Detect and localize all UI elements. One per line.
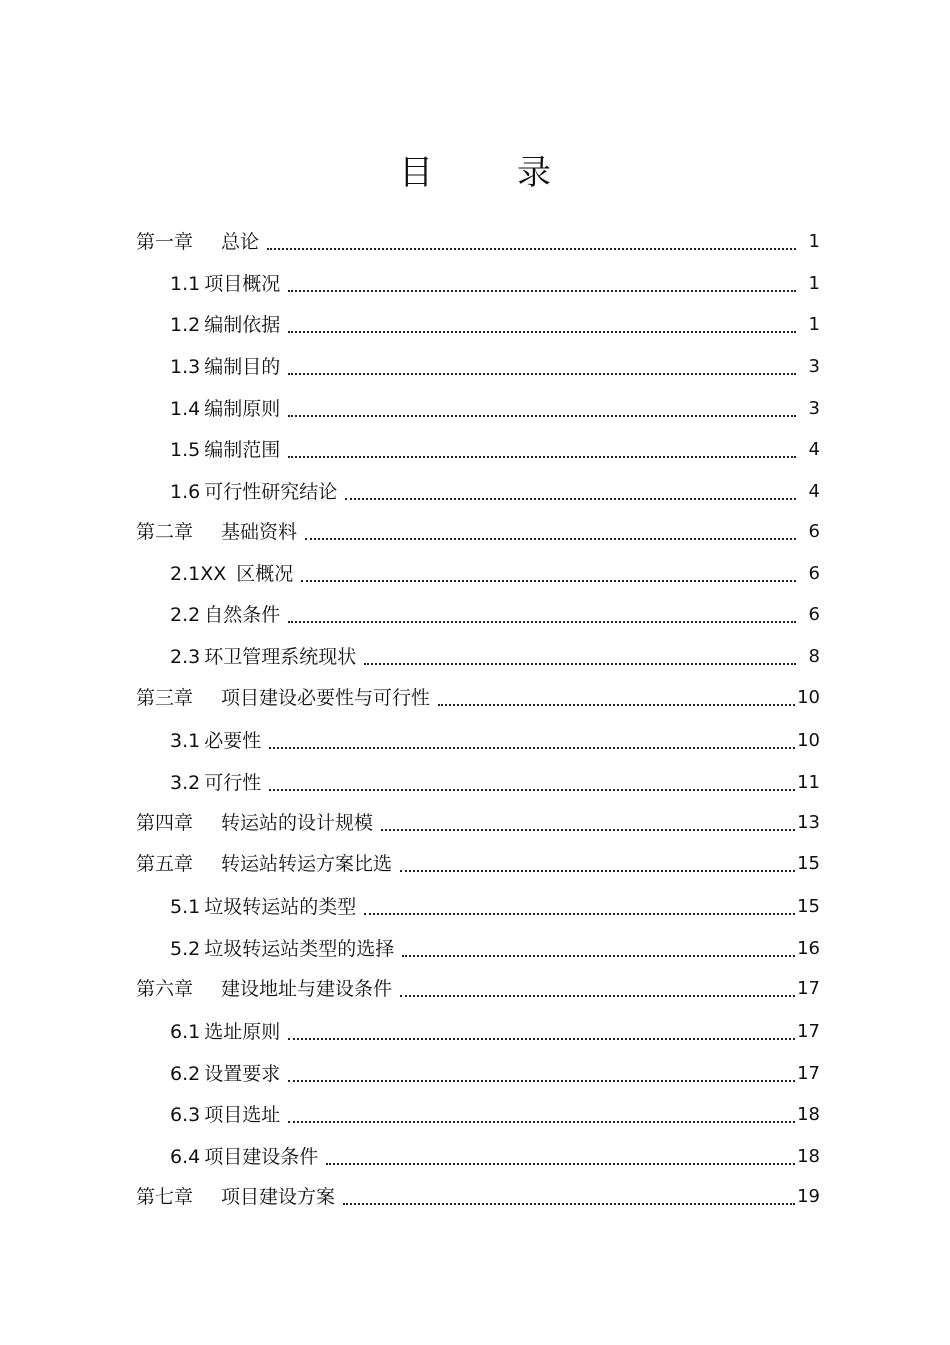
toc-entry-page: 16 bbox=[797, 938, 820, 959]
toc-section-entry[interactable] bbox=[170, 597, 820, 627]
toc-entry-label: 垃圾转运站类型的选择 bbox=[204, 938, 395, 960]
toc-entry-page: 10 bbox=[797, 687, 820, 708]
toc-entry-label: 编制依据 bbox=[204, 314, 281, 336]
toc-entry-page: 1 bbox=[808, 231, 820, 252]
dot-leader bbox=[402, 945, 795, 957]
toc-section-entry[interactable] bbox=[170, 391, 820, 421]
dot-leader bbox=[288, 1028, 795, 1040]
toc-entry-number: 1.6 bbox=[170, 481, 201, 503]
toc-entry-page: 17 bbox=[797, 1021, 820, 1042]
dot-leader bbox=[269, 737, 795, 749]
toc-section-entry[interactable] bbox=[170, 1139, 820, 1169]
toc-entry-number: 6.1 bbox=[170, 1021, 201, 1043]
dot-leader bbox=[364, 903, 795, 915]
toc-section-entry[interactable] bbox=[170, 1014, 820, 1044]
toc-chapter-entry[interactable] bbox=[136, 805, 820, 835]
toc-chapter-entry[interactable] bbox=[136, 680, 820, 710]
dot-leader bbox=[288, 280, 796, 292]
dot-leader bbox=[288, 405, 796, 417]
toc-entry-label: 选址原则 bbox=[204, 1021, 281, 1043]
toc-entry-page: 6 bbox=[808, 604, 820, 625]
dot-leader bbox=[288, 1070, 795, 1082]
toc-entry-page: 15 bbox=[797, 896, 820, 917]
dot-leader bbox=[269, 779, 795, 791]
toc-entry-page: 18 bbox=[797, 1104, 820, 1125]
toc-section-entry[interactable] bbox=[170, 889, 820, 919]
dot-leader bbox=[364, 653, 796, 665]
toc-entry-page: 17 bbox=[797, 978, 820, 999]
dot-leader bbox=[301, 570, 796, 582]
toc-entry-label: 可行性研究结论 bbox=[204, 481, 338, 503]
title-char-1: 目 bbox=[399, 153, 433, 193]
toc-entry-number: 2.3 bbox=[170, 646, 201, 668]
toc-entry-page: 1 bbox=[808, 273, 820, 294]
toc-entry-page: 1 bbox=[808, 314, 820, 335]
toc-entry-page: 18 bbox=[797, 1146, 820, 1167]
toc-entry-number: 第六章 bbox=[136, 978, 194, 1000]
toc-entry-page: 6 bbox=[808, 563, 820, 584]
toc-entry-label: 区概况 bbox=[236, 563, 294, 585]
toc-entry-label: 总论 bbox=[221, 231, 260, 253]
dot-leader bbox=[288, 363, 796, 375]
toc-section-entry[interactable] bbox=[170, 349, 820, 379]
toc-entry-page: 4 bbox=[808, 439, 820, 460]
toc-entry-page: 4 bbox=[808, 481, 820, 502]
toc-entry-label: 转运站转运方案比选 bbox=[221, 853, 393, 875]
dot-leader bbox=[288, 446, 796, 458]
toc-entry-number: 6.2 bbox=[170, 1063, 201, 1085]
toc-section-entry[interactable] bbox=[170, 1097, 820, 1127]
toc-entry-label: 项目概况 bbox=[204, 273, 281, 295]
toc-entry-number: 3.1 bbox=[170, 730, 201, 752]
dot-leader bbox=[343, 1193, 795, 1205]
toc-entry-number: 1.3 bbox=[170, 356, 201, 378]
dot-leader bbox=[288, 611, 796, 623]
dot-leader bbox=[400, 860, 795, 872]
toc-entry-label: 自然条件 bbox=[204, 604, 281, 626]
toc-entry-page: 6 bbox=[808, 521, 820, 542]
toc-entry-label: 项目选址 bbox=[204, 1104, 281, 1126]
toc-entry-label: 项目建设必要性与可行性 bbox=[221, 687, 431, 709]
toc-entry-page: 3 bbox=[808, 398, 820, 419]
toc-entry-number: 6.3 bbox=[170, 1104, 201, 1126]
toc-entry-number: 3.2 bbox=[170, 772, 201, 794]
dot-leader bbox=[288, 1111, 795, 1123]
toc-chapter-entry[interactable] bbox=[136, 1179, 820, 1209]
toc-entry-label: 编制范围 bbox=[204, 439, 281, 461]
toc-entry-number: 2.1XX bbox=[170, 563, 227, 585]
toc-title bbox=[0, 145, 950, 194]
toc-section-entry[interactable] bbox=[170, 556, 820, 586]
toc-section-entry[interactable] bbox=[170, 723, 820, 753]
toc-section-entry[interactable] bbox=[170, 432, 820, 462]
toc-entry-number: 第三章 bbox=[136, 687, 194, 709]
toc-entry-page: 17 bbox=[797, 1063, 820, 1084]
toc-section-entry[interactable] bbox=[170, 1056, 820, 1086]
toc-entry-label: 转运站的设计规模 bbox=[221, 812, 374, 834]
title-char-2: 录 bbox=[517, 153, 551, 193]
toc-entry-label: 设置要求 bbox=[204, 1063, 281, 1085]
toc-entry-number: 第四章 bbox=[136, 812, 194, 834]
toc-entry-page: 15 bbox=[797, 853, 820, 874]
dot-leader bbox=[305, 528, 796, 540]
toc-entry-label: 可行性 bbox=[204, 772, 262, 794]
dot-leader bbox=[267, 238, 796, 250]
toc-entry-label: 项目建设方案 bbox=[221, 1186, 336, 1208]
toc-entry-label: 项目建设条件 bbox=[204, 1146, 319, 1168]
toc-entry-page: 10 bbox=[797, 730, 820, 751]
toc-chapter-entry[interactable] bbox=[136, 846, 820, 876]
dot-leader bbox=[326, 1153, 795, 1165]
toc-entry-number: 6.4 bbox=[170, 1146, 201, 1168]
toc-section-entry[interactable] bbox=[170, 931, 820, 961]
toc-entry-number: 第一章 bbox=[136, 231, 194, 253]
toc-entry-page: 3 bbox=[808, 356, 820, 377]
toc-entry-label: 垃圾转运站的类型 bbox=[204, 896, 357, 918]
toc-section-entry[interactable] bbox=[170, 639, 820, 669]
dot-leader bbox=[381, 819, 795, 831]
toc-entry-label: 编制目的 bbox=[204, 356, 281, 378]
toc-chapter-entry[interactable] bbox=[136, 224, 820, 254]
toc-section-entry[interactable] bbox=[170, 307, 820, 337]
toc-entry-number: 1.5 bbox=[170, 439, 201, 461]
toc-section-entry[interactable] bbox=[170, 474, 820, 504]
toc-entry-number: 5.1 bbox=[170, 896, 201, 918]
toc-entry-number: 2.2 bbox=[170, 604, 201, 626]
toc-entry-number: 1.1 bbox=[170, 273, 201, 295]
toc-entry-number: 第二章 bbox=[136, 521, 194, 543]
toc-entry-number: 第七章 bbox=[136, 1186, 194, 1208]
dot-leader bbox=[400, 985, 795, 997]
toc-entry-label: 建设地址与建设条件 bbox=[221, 978, 393, 1000]
toc-chapter-entry[interactable] bbox=[136, 514, 820, 544]
toc-entry-number: 第五章 bbox=[136, 853, 194, 875]
toc-entry-number: 5.2 bbox=[170, 938, 201, 960]
toc-entry-page: 8 bbox=[808, 646, 820, 667]
toc-entry-number: 1.2 bbox=[170, 314, 201, 336]
dot-leader bbox=[438, 694, 795, 706]
toc-entry-number: 1.4 bbox=[170, 398, 201, 420]
toc-section-entry[interactable] bbox=[170, 765, 820, 795]
dot-leader bbox=[345, 488, 796, 500]
toc-chapter-entry[interactable] bbox=[136, 971, 820, 1001]
toc-section-entry[interactable] bbox=[170, 266, 820, 296]
toc-entry-page: 19 bbox=[797, 1186, 820, 1207]
toc-entry-page: 13 bbox=[797, 812, 820, 833]
toc-entry-label: 环卫管理系统现状 bbox=[204, 646, 357, 668]
toc-entry-page: 11 bbox=[797, 772, 820, 793]
toc-entry-label: 编制原则 bbox=[204, 398, 281, 420]
toc-entry-label: 基础资料 bbox=[221, 521, 298, 543]
dot-leader bbox=[288, 321, 796, 333]
toc-entry-label: 必要性 bbox=[204, 730, 262, 752]
